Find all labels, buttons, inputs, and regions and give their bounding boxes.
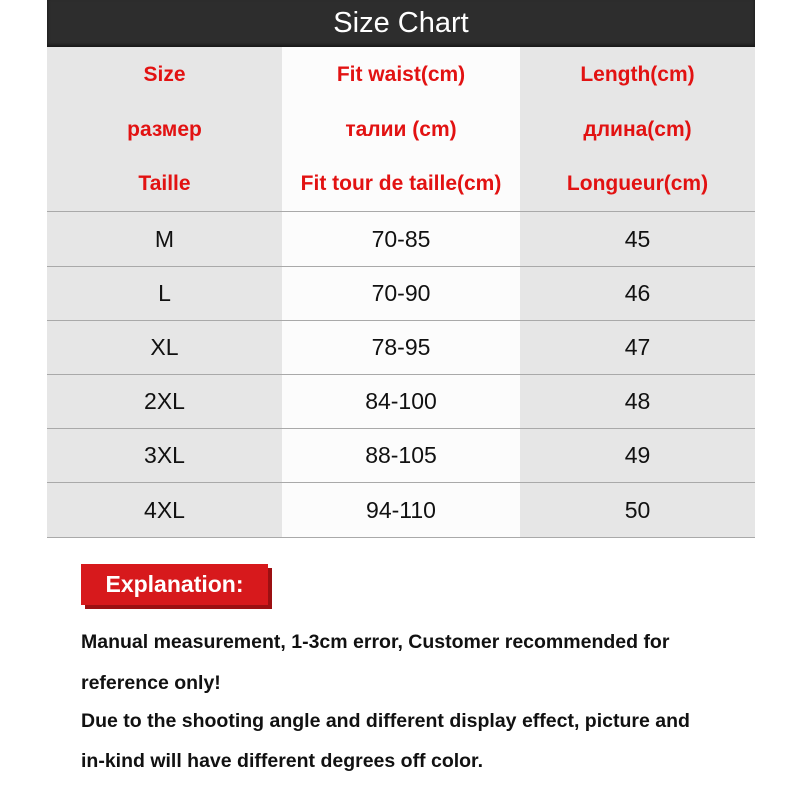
length-cell: 45 <box>624 225 651 252</box>
header-length-ru: длина(cm) <box>583 118 692 141</box>
waist-cell: 70-85 <box>371 225 431 252</box>
header-length: Length(cm) <box>580 63 695 86</box>
length-cell: 50 <box>624 496 651 523</box>
header-row-russian <box>47 103 755 157</box>
waist-cell: 70-90 <box>371 280 431 306</box>
table-row <box>47 321 755 374</box>
header-size-fr: Taille <box>138 172 191 195</box>
explanation-line: reference only! <box>81 672 221 694</box>
waist-cell: 84-100 <box>365 388 437 414</box>
explanation-badge: Explanation: <box>81 564 268 605</box>
header-size-ru: размер <box>127 118 202 141</box>
explanation-line: in-kind will have different degrees off color. <box>81 750 483 772</box>
table-row <box>47 429 755 482</box>
size-cell: 4XL <box>144 496 185 523</box>
length-cell: 49 <box>624 442 651 468</box>
header-waist-fr: Fit tour de taille(cm) <box>300 172 502 195</box>
size-chart-title: Size Chart <box>47 0 755 47</box>
header-waist-ru: талии (cm) <box>345 118 457 141</box>
header-length-fr: Longueur(cm) <box>566 172 709 195</box>
header-size: Size <box>143 63 186 86</box>
size-cell: M <box>154 225 175 252</box>
table-row <box>47 483 755 537</box>
explanation-line: Manual measurement, 1-3cm error, Customer recommended for <box>81 631 670 653</box>
size-cell: 2XL <box>144 388 185 414</box>
header-waist: Fit waist(cm) <box>336 63 466 86</box>
size-cell: L <box>158 280 171 306</box>
table-row <box>47 212 755 266</box>
size-cell: XL <box>150 334 179 360</box>
length-cell: 46 <box>624 280 651 306</box>
waist-cell: 94-110 <box>366 496 436 523</box>
table-row <box>47 375 755 428</box>
length-cell: 48 <box>624 388 651 414</box>
row-divider <box>47 537 755 538</box>
header-row-english <box>47 47 755 103</box>
explanation-line: Due to the shooting angle and different display effect, picture and <box>81 710 690 732</box>
waist-cell: 88-105 <box>365 442 437 468</box>
header-row-french <box>47 157 755 211</box>
size-cell: 3XL <box>144 442 185 468</box>
table-row <box>47 267 755 320</box>
waist-cell: 78-95 <box>371 334 431 360</box>
size-table <box>47 47 755 538</box>
length-cell: 47 <box>624 334 651 360</box>
